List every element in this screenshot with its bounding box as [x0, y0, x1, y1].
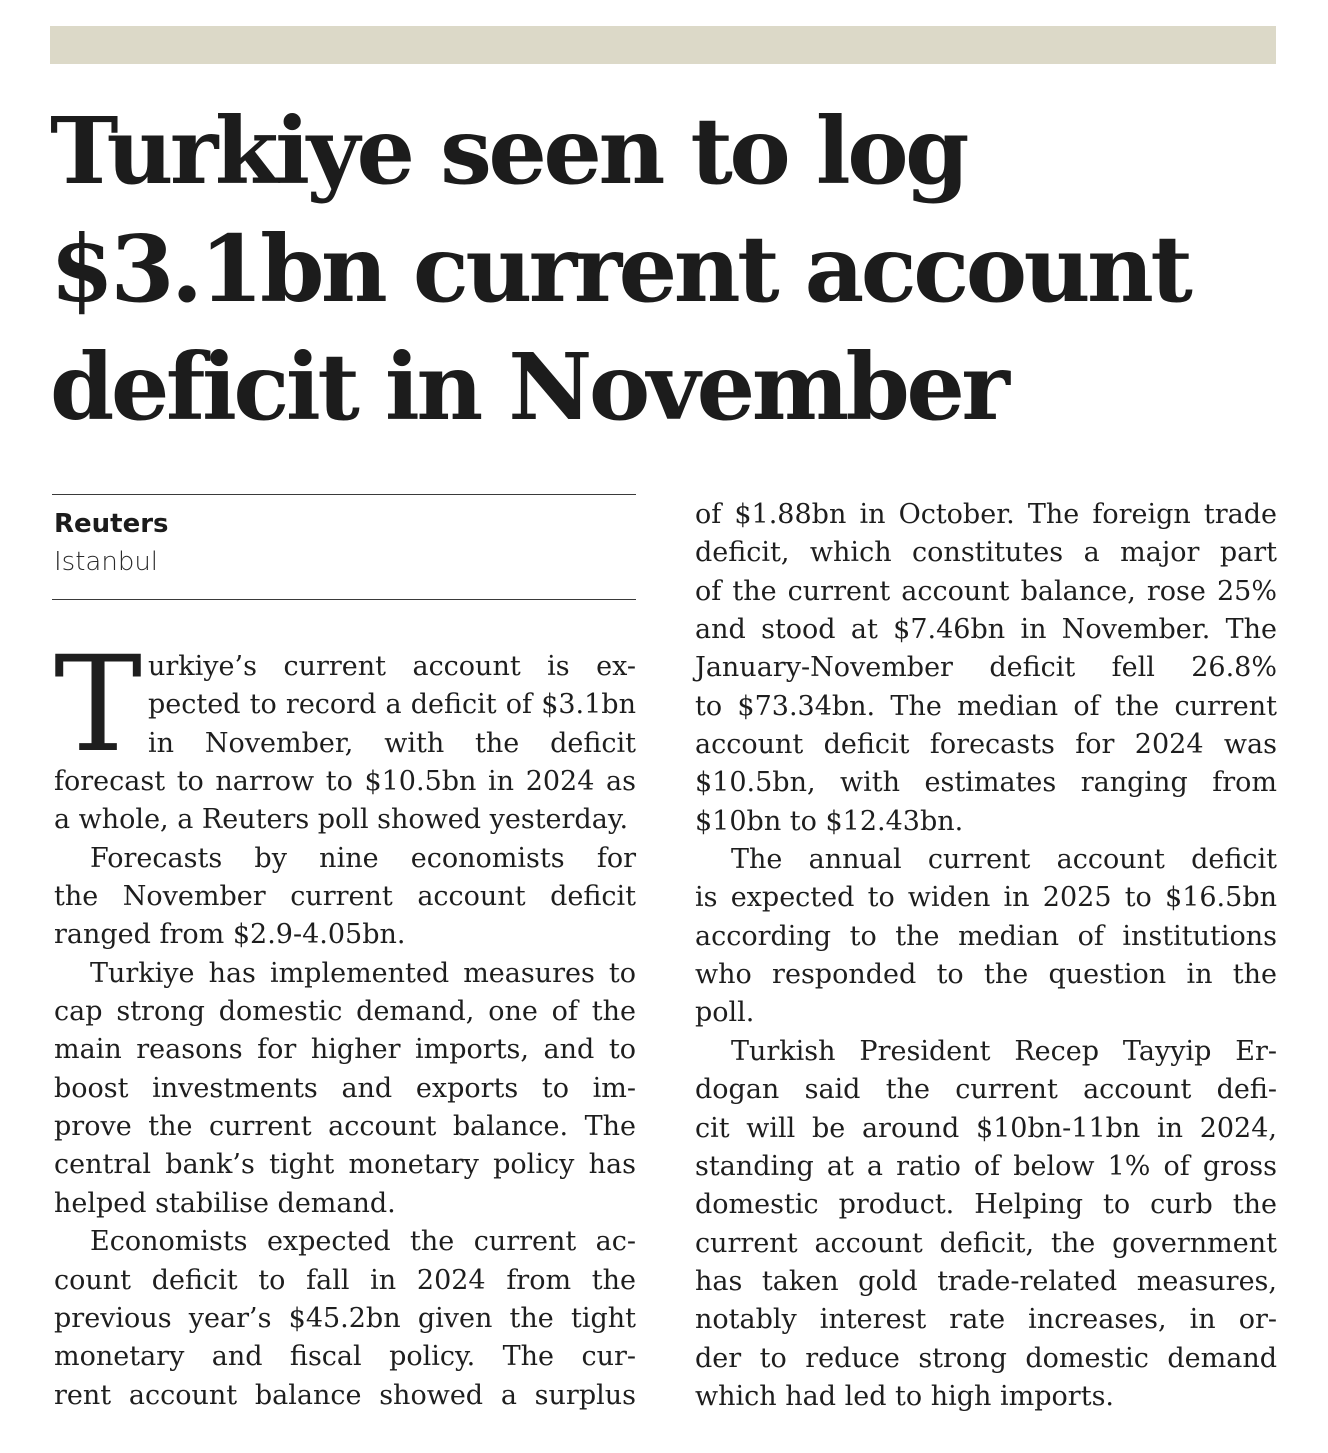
- byline: [52, 494, 636, 600]
- text-line: standing at a ratio of below 1% of gross: [695, 1150, 1277, 1182]
- text-line: according to the median of institutions: [695, 920, 1277, 952]
- text-line: urkiye’s current account is ex-: [148, 651, 636, 682]
- text-line: who responded to the question in the: [695, 959, 1277, 991]
- text-line: Forecasts by nine economists for: [90, 842, 636, 874]
- text-line: rent account balance showed a surplus: [54, 1379, 636, 1411]
- text-line: which had led to high imports.: [695, 1380, 1115, 1412]
- text-line: the November current account deficit: [54, 881, 636, 913]
- byline-dateline: Istanbul: [54, 547, 159, 577]
- text-line: is expected to widen in 2025 to $16.5bn: [695, 882, 1277, 914]
- article-column-right: [695, 496, 1277, 1416]
- text-line: helped stabilise demand.: [54, 1187, 396, 1219]
- text-line: cit will be around $10bn-11bn in 2024,: [695, 1112, 1277, 1144]
- text-line: $10bn to $12.43bn.: [695, 805, 964, 837]
- text-line: previous year’s $45.2bn given the tight: [54, 1302, 636, 1334]
- text-line: der to reduce strong domestic demand: [695, 1342, 1277, 1374]
- text-line: Economists expected the current ac-: [90, 1226, 636, 1258]
- text-line: of the current account balance, rose 25%: [695, 575, 1277, 607]
- text-line: and stood at $7.46bn in November. The: [695, 614, 1277, 646]
- text-line: The annual current account deficit: [731, 844, 1277, 876]
- text-line: forecast to narrow to $10.5bn in 2024 as: [54, 766, 636, 798]
- headline-line: deficit in November: [50, 333, 1007, 441]
- text-line: account deficit forecasts for 2024 was: [695, 729, 1277, 761]
- text-line: central bank’s tight monetary policy has: [54, 1149, 636, 1181]
- text-line: Turkiye has implemented measures to: [90, 957, 636, 989]
- text-line: dogan said the current account defi-: [695, 1074, 1277, 1106]
- text-line: domestic product. Helping to curb the: [695, 1189, 1277, 1221]
- text-line: in November, with the deficit: [148, 727, 636, 759]
- text-line: ranged from $2.9-4.05bn.: [54, 919, 406, 951]
- article-column-left: [54, 628, 636, 1415]
- text-line: $10.5bn, with estimates ranging from: [695, 767, 1277, 799]
- text-line: January-November deficit fell 26.8%: [695, 652, 1277, 684]
- text-line: has taken gold trade-related measures,: [695, 1265, 1277, 1297]
- text-line: Turkish President Recep Tayyip Er-: [731, 1035, 1277, 1067]
- text-line: of $1.88bn in October. The foreign trade: [695, 499, 1277, 530]
- byline-agency: Reuters: [54, 509, 169, 539]
- text-line: notably interest rate increases, in or-: [695, 1304, 1277, 1336]
- headline-line: Turkiye seen to log: [50, 97, 966, 205]
- text-line: a whole, a Reuters poll showed yesterday.: [54, 804, 629, 836]
- text-line: main reasons for higher imports, and to: [54, 1034, 636, 1066]
- article-headline: [50, 92, 1290, 446]
- text-line: pected to record a deficit of $3.1bn: [148, 689, 636, 721]
- top-color-band: [50, 26, 1276, 64]
- text-line: cap strong domestic demand, one of the: [54, 996, 636, 1028]
- text-line: count deficit to fall in 2024 from the: [54, 1264, 636, 1296]
- text-line: poll.: [695, 997, 755, 1029]
- text-line: monetary and fiscal policy. The cur-: [54, 1341, 636, 1373]
- text-line: current account deficit, the government: [695, 1227, 1277, 1259]
- text-line: deficit, which constitutes a major part: [695, 537, 1277, 569]
- drop-cap: T: [54, 628, 143, 782]
- text-line: prove the current account balance. The: [54, 1111, 636, 1143]
- text-line: to $73.34bn. The median of the current: [695, 690, 1277, 722]
- headline-line: $3.1bn current account: [50, 215, 1190, 323]
- text-line: boost investments and exports to im-: [54, 1072, 636, 1104]
